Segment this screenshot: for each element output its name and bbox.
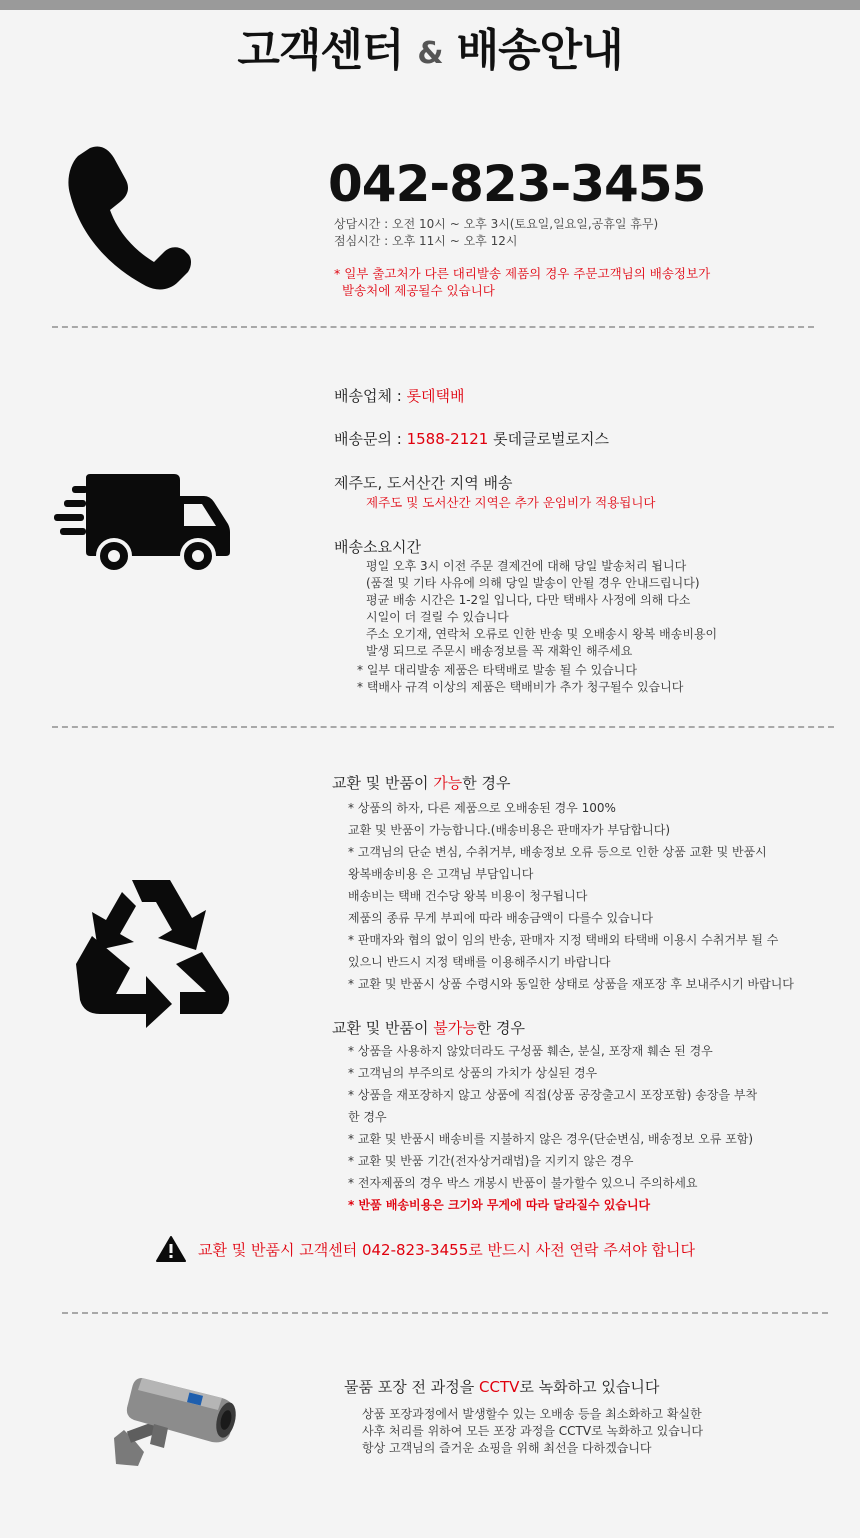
phone-icon (62, 140, 192, 294)
list-item: * 고객님의 단순 변심, 수취거부, 배송정보 오류 등으로 인한 상품 교환 및 반품시 (348, 845, 767, 859)
divider-1 (52, 326, 814, 328)
recycle-icon (72, 872, 236, 1036)
list-item: * 교환 및 반품 기간(전자상거래법)을 지키지 않은 경우 (348, 1154, 634, 1168)
delivery-time-note: * 택배사 규격 이상의 제품은 택배비가 추가 청구될수 있습니다 (357, 680, 684, 694)
delivery-time-title: 배송소요시간 (334, 538, 421, 556)
divider-2 (52, 726, 834, 728)
cctv-line: 항상 고객님의 즐거운 쇼핑을 위해 최선을 다하겠습니다 (362, 1441, 652, 1455)
list-item: * 상품의 하자, 다른 제품으로 오배송된 경우 100% (348, 801, 616, 815)
delivery-inquiry (334, 428, 609, 449)
delivery-time-notes (357, 662, 683, 696)
cctv-line: 사후 처리를 위하여 모든 포장 과정을 CCTV로 녹화하고 있습니다 (362, 1424, 704, 1438)
returns-ok-title-post: 한 경우 (462, 774, 511, 792)
cctv-line: 상품 포장과정에서 발생할수 있는 오배송 등을 최소화하고 확실한 (362, 1407, 702, 1421)
island-note: 제주도 및 도서산간 지역은 추가 운임비가 적용됩니다 (366, 495, 656, 510)
list-item: 교환 및 반품이 가능합니다.(배송비용은 판매자가 부담합니다) (348, 823, 671, 837)
list-item: 한 경우 (348, 1110, 387, 1124)
list-item: * 판매자와 협의 없이 임의 반송, 판매자 지정 택배외 타택배 이용시 수취거부 될 수 (348, 933, 779, 947)
returns-ok-title-hl: 가능 (433, 774, 463, 792)
top-bar (0, 0, 860, 10)
delivery-time-line: 발생 되므로 주문시 배송정보를 꼭 재확인 해주세요 (366, 644, 633, 658)
list-item: * 고객님의 부주의로 상품의 가치가 상실된 경우 (348, 1066, 598, 1080)
list-item: 있으니 반드시 지정 택배를 이용해주시기 바랍니다 (348, 955, 611, 969)
warning-text: 교환 및 반품시 고객센터 042-823-3455로 반드시 사전 연락 주셔야 합니다 (198, 1241, 695, 1259)
delivery-time-line: 시일이 더 걸릴 수 있습니다 (366, 610, 509, 624)
delivery-time-lines (366, 558, 717, 660)
cctv-camera-icon (104, 1368, 240, 1474)
delivery-inquiry-number: 1588-2121 (406, 430, 489, 448)
truck-icon (52, 470, 232, 579)
contact-note-2: 발송처에 제공될수 있습니다 (342, 283, 495, 298)
returns-no-title (332, 1017, 525, 1038)
list-item: * 교환 및 반품시 배송비를 지불하지 않은 경우(단순변심, 배송정보 오류 포함) (348, 1132, 754, 1146)
delivery-inquiry-label: 배송문의 : (334, 430, 407, 448)
list-item: * 상품을 재포장하지 않고 상품에 직접(상품 공장출고시 포장포함) 송장을 부착 (348, 1088, 758, 1102)
cctv-lines (362, 1406, 703, 1457)
returns-ok-title (332, 772, 510, 793)
page-title (0, 14, 860, 78)
list-item: * 상품을 사용하지 않았더라도 구성품 훼손, 분실, 포장재 훼손 된 경우 (348, 1044, 713, 1058)
title-left: 고객센터 (237, 25, 404, 76)
divider-3 (62, 1312, 828, 1314)
returns-ok-list (348, 797, 794, 995)
list-item: 배송비는 택배 건수당 왕복 비용이 청구됩니다 (348, 889, 588, 903)
delivery-time-line: 주소 오기재, 연락처 오류로 인한 반송 및 오배송시 왕복 배송비용이 (366, 627, 718, 641)
delivery-company (334, 385, 465, 406)
returns-no-title-pre: 교환 및 반품이 (332, 1019, 434, 1037)
contact-hours: 상담시간 : 오전 10시 ~ 오후 3시(토요일,일요일,공휴일 휴무) (334, 217, 659, 231)
list-item-emphasis: * 반품 배송비용은 크기와 무게에 따라 달라질수 있습니다 (348, 1198, 651, 1212)
delivery-time-line: 평일 오후 3시 이전 주문 결제건에 대해 당일 발송처리 됩니다 (366, 559, 687, 573)
island-title: 제주도, 도서산간 지역 배송 (334, 474, 513, 492)
cctv-title-post: 로 녹화하고 있습니다 (519, 1378, 660, 1396)
cctv-title-pre: 물품 포장 전 과정을 (344, 1378, 479, 1396)
delivery-company-label: 배송업체 : (334, 387, 407, 405)
returns-no-title-post: 한 경우 (476, 1019, 525, 1037)
list-item: * 교환 및 반품시 상품 수령시와 동일한 상태로 상품을 재포장 후 보내주시기 바랍니다 (348, 977, 794, 991)
delivery-time-line: 평균 배송 시간은 1-2일 입니다, 다만 택배사 사정에 의해 다소 (366, 593, 691, 607)
delivery-time-note: * 일부 대리발송 제품은 타택배로 발송 될 수 있습니다 (357, 663, 637, 677)
list-item: 제품의 종류 무게 부피에 따라 배송금액이 다를수 있습니다 (348, 911, 653, 925)
phone-number: 042-823-3455 (328, 155, 706, 213)
delivery-time-line: (품절 및 기타 사유에 의해 당일 발송이 안될 경우 안내드립니다) (366, 576, 700, 590)
title-right: 배송안내 (456, 25, 623, 76)
delivery-company-value: 롯데택배 (406, 387, 465, 405)
title-ampersand: & (417, 35, 443, 71)
returns-ok-title-pre: 교환 및 반품이 (332, 774, 434, 792)
contact-note-1: * 일부 출고처가 다른 대리발송 제품의 경우 주문고객님의 배송정보가 (334, 266, 711, 281)
cctv-title-hl: CCTV (479, 1378, 520, 1396)
delivery-inquiry-name: 롯데글로벌로지스 (488, 430, 610, 448)
returns-no-list (348, 1040, 757, 1216)
returns-no-title-hl: 불가능 (433, 1019, 477, 1037)
list-item: * 전자제품의 경우 박스 개봉시 반품이 불가할수 있으니 주의하세요 (348, 1176, 698, 1190)
list-item: 왕복배송비용 은 고객님 부담입니다 (348, 867, 534, 881)
contact-lunch: 점심시간 : 오후 11시 ~ 오후 12시 (334, 234, 518, 248)
cctv-title (344, 1376, 659, 1397)
warning-icon (156, 1235, 186, 1267)
